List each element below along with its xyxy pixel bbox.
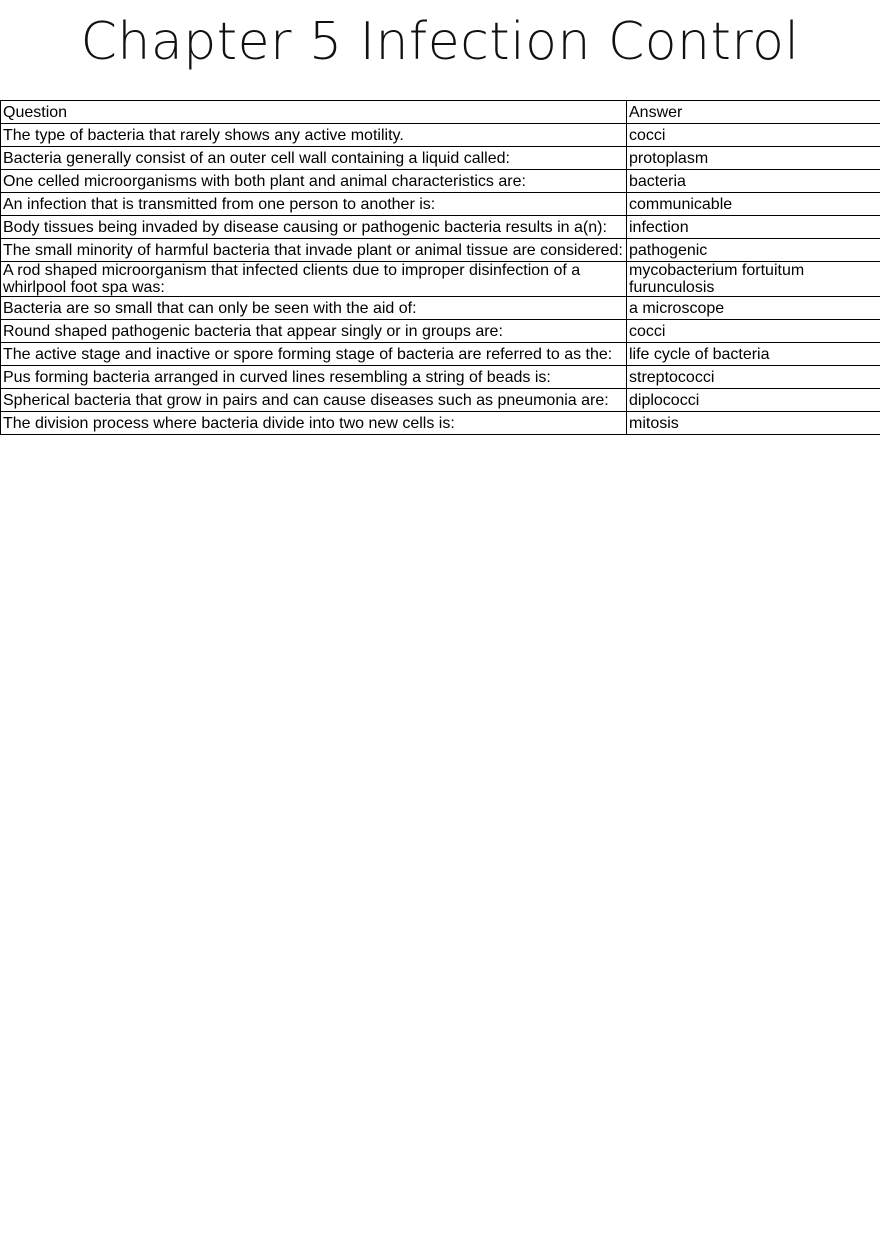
table-row [1, 239, 880, 262]
answer-cell: cocci [627, 124, 880, 147]
question-cell: An infection that is transmitted from one person to another is: [1, 193, 627, 216]
question-cell: Spherical bacteria that grow in pairs and can cause diseases such as pneumonia are: [1, 389, 627, 412]
answer-cell: life cycle of bacteria [627, 343, 880, 366]
answer-cell: communicable [627, 193, 880, 216]
answer-cell: a microscope [627, 297, 880, 320]
table-row [1, 320, 880, 343]
answer-cell: pathogenic [627, 239, 880, 262]
question-cell: Bacteria generally consist of an outer cell wall containing a liquid called: [1, 147, 627, 170]
question-column-header: Question [1, 101, 627, 124]
question-cell: One celled microorganisms with both plant and animal characteristics are: [1, 170, 627, 193]
answer-cell: mitosis [627, 412, 880, 435]
table-row [1, 216, 880, 239]
question-cell: A rod shaped microorganism that infected clients due to improper disinfection of a whirlpool foot spa was: [1, 262, 627, 297]
page-title: Chapter 5 Infection Control [80, 12, 800, 72]
question-cell: The type of bacteria that rarely shows any active motility. [1, 124, 627, 147]
question-cell: Body tissues being invaded by disease causing or pathogenic bacteria results in a(n): [1, 216, 627, 239]
answer-cell: mycobacterium fortuitum furunculosis [627, 262, 880, 297]
table-row [1, 170, 880, 193]
table-row [1, 366, 880, 389]
question-cell: Pus forming bacteria arranged in curved lines resembling a string of beads is: [1, 366, 627, 389]
answer-cell: streptococci [627, 366, 880, 389]
table-row [1, 262, 880, 297]
answer-cell: infection [627, 216, 880, 239]
question-cell: The small minority of harmful bacteria that invade plant or animal tissue are considered: [1, 239, 627, 262]
answer-cell: cocci [627, 320, 880, 343]
table-row [1, 297, 880, 320]
question-cell: Round shaped pathogenic bacteria that appear singly or in groups are: [1, 320, 627, 343]
table-row [1, 124, 880, 147]
table-row [1, 412, 880, 435]
question-cell: The active stage and inactive or spore forming stage of bacteria are referred to as the: [1, 343, 627, 366]
qa-table [0, 100, 880, 435]
table-row [1, 193, 880, 216]
table-row [1, 343, 880, 366]
table-header-row [1, 101, 880, 124]
question-cell: Bacteria are so small that can only be seen with the aid of: [1, 297, 627, 320]
answer-column-header: Answer [627, 101, 880, 124]
table-row [1, 147, 880, 170]
answer-cell: protoplasm [627, 147, 880, 170]
table-row [1, 389, 880, 412]
question-cell: The division process where bacteria divide into two new cells is: [1, 412, 627, 435]
answer-cell: bacteria [627, 170, 880, 193]
answer-cell: diplococci [627, 389, 880, 412]
